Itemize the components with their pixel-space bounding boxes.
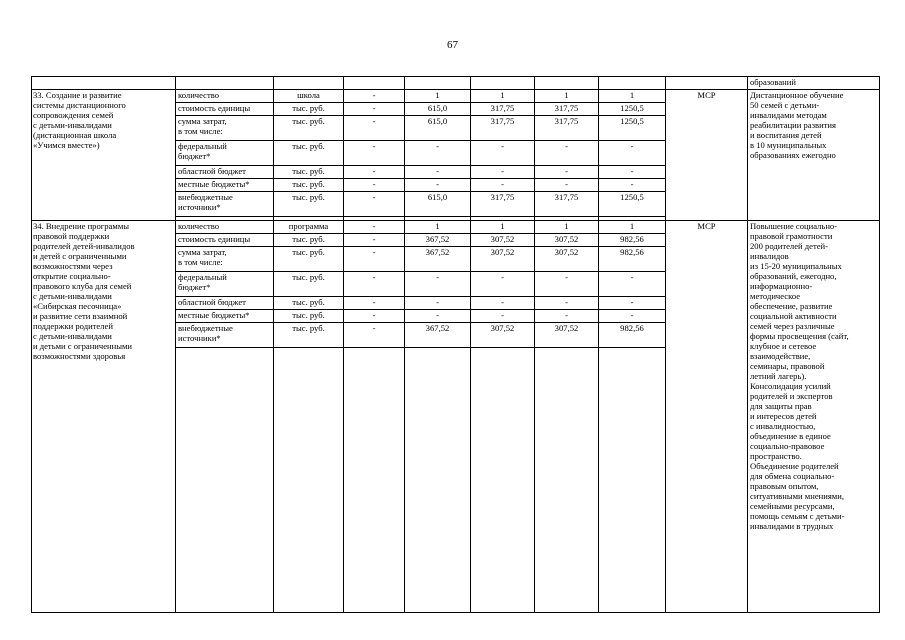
value-cell: - xyxy=(344,192,405,217)
indicator-cell: местные бюджеты* xyxy=(176,179,274,192)
empty-cell xyxy=(535,348,599,613)
carry-cell xyxy=(471,77,535,90)
value-cell: 1 xyxy=(535,221,599,234)
carry-cell xyxy=(535,77,599,90)
value-cell: 1 xyxy=(599,221,666,234)
value-cell: - xyxy=(344,323,405,348)
value-cell: 317,75 xyxy=(471,103,535,116)
value-cell: - xyxy=(471,272,535,297)
value-cell: - xyxy=(599,297,666,310)
value-cell: 1 xyxy=(471,90,535,103)
value-cell: - xyxy=(535,141,599,166)
table-row xyxy=(32,221,880,234)
value-cell: 1 xyxy=(471,221,535,234)
value-cell: - xyxy=(344,141,405,166)
value-cell: - xyxy=(405,166,471,179)
unit-cell: тыс. руб. xyxy=(274,116,344,141)
value-cell: - xyxy=(599,141,666,166)
value-cell: 615,0 xyxy=(405,103,471,116)
value-cell: - xyxy=(535,297,599,310)
indicator-cell: сумма затрат, в том числе: xyxy=(176,247,274,272)
indicator-cell: стоимость единицы xyxy=(176,234,274,247)
value-cell: 307,52 xyxy=(535,247,599,272)
value-cell: 317,75 xyxy=(535,116,599,141)
indicator-cell: сумма затрат, в том числе: xyxy=(176,116,274,141)
value-cell: 307,52 xyxy=(535,323,599,348)
value-cell: - xyxy=(599,166,666,179)
value-cell: 317,75 xyxy=(471,116,535,141)
value-cell: 615,0 xyxy=(405,192,471,217)
value-cell: - xyxy=(405,272,471,297)
unit-cell: программа xyxy=(274,221,344,234)
value-cell: - xyxy=(344,247,405,272)
value-cell: - xyxy=(535,272,599,297)
value-cell: 307,52 xyxy=(471,247,535,272)
unit-cell: тыс. руб. xyxy=(274,272,344,297)
expected-result: Дистанционное обучение 50 семей с детьми- инвалидами методам реабилитации развития и воспитания детей в 10 муниципальных образованиях ежегодно xyxy=(748,90,880,221)
value-cell: 307,52 xyxy=(471,323,535,348)
value-cell: - xyxy=(471,297,535,310)
value-cell: 367,52 xyxy=(405,247,471,272)
expected-result: Повышение социально- правовой грамотности 200 родителей детей- инвалидов из 15-20 муниципальных образований, ежегодно, информационно- методическое обеспечение, развитие социальной активности семей через различные формы просвещения (сайт, клубное и сетевое взаимодействие, семинары, правовой летний лагерь). Консолидация усилий родителей и экспертов для защиты прав и интересов детей с инвалидностью, объединение в единое социально-правовое пространство. Объединение родителей для обмена социально- правовым опытом, ситуативными мнениями, семейными ресурсами, помощь семьям с детьми- инвалидами в трудных xyxy=(748,221,880,613)
unit-cell: тыс. руб. xyxy=(274,192,344,217)
value-cell: - xyxy=(599,310,666,323)
carry-cell xyxy=(666,77,748,90)
indicator-cell: количество xyxy=(176,221,274,234)
indicator-cell: федеральный бюджет* xyxy=(176,141,274,166)
unit-cell: тыс. руб. xyxy=(274,297,344,310)
carry-result: образований xyxy=(748,77,880,90)
value-cell: - xyxy=(471,166,535,179)
table-row xyxy=(32,90,880,103)
value-cell: 317,75 xyxy=(535,192,599,217)
value-cell: - xyxy=(535,310,599,323)
unit-cell: тыс. руб. xyxy=(274,179,344,192)
indicator-cell: внебюджетные источники* xyxy=(176,323,274,348)
indicator-cell: местные бюджеты* xyxy=(176,310,274,323)
value-cell: 1 xyxy=(599,90,666,103)
value-cell: - xyxy=(344,272,405,297)
value-cell: - xyxy=(344,116,405,141)
empty-cell xyxy=(344,348,405,613)
carry-cell xyxy=(176,77,274,90)
value-cell: - xyxy=(344,234,405,247)
value-cell: - xyxy=(405,297,471,310)
unit-cell: тыс. руб. xyxy=(274,103,344,116)
value-cell: - xyxy=(405,310,471,323)
unit-cell: тыс. руб. xyxy=(274,310,344,323)
value-cell: 982,56 xyxy=(599,234,666,247)
value-cell: 367,52 xyxy=(405,323,471,348)
value-cell: - xyxy=(471,310,535,323)
unit-cell: школа xyxy=(274,90,344,103)
value-cell: 317,75 xyxy=(471,192,535,217)
value-cell: - xyxy=(344,179,405,192)
page-number: 67 xyxy=(447,39,458,51)
value-cell: - xyxy=(471,141,535,166)
value-cell: 367,52 xyxy=(405,234,471,247)
value-cell: - xyxy=(535,179,599,192)
value-cell: 307,52 xyxy=(471,234,535,247)
unit-cell: тыс. руб. xyxy=(274,323,344,348)
value-cell: 1 xyxy=(535,90,599,103)
value-cell: - xyxy=(599,272,666,297)
value-cell: - xyxy=(405,179,471,192)
unit-cell: тыс. руб. xyxy=(274,166,344,179)
value-cell: - xyxy=(599,179,666,192)
value-cell: 615,0 xyxy=(405,116,471,141)
indicator-cell: количество xyxy=(176,90,274,103)
value-cell: - xyxy=(405,141,471,166)
carry-over-row xyxy=(32,77,880,90)
value-cell: 1250,5 xyxy=(599,192,666,217)
empty-cell xyxy=(274,348,344,613)
indicator-cell: федеральный бюджет* xyxy=(176,272,274,297)
value-cell: 1 xyxy=(405,221,471,234)
carry-cell xyxy=(405,77,471,90)
empty-cell xyxy=(176,348,274,613)
executor-cell: МСР xyxy=(666,221,748,613)
indicator-cell: стоимость единицы xyxy=(176,103,274,116)
value-cell: - xyxy=(344,90,405,103)
unit-cell: тыс. руб. xyxy=(274,247,344,272)
section-title: 33. Создание и развитие системы дистанционного сопровождения семей с детьми-инвалидами (дистанционная школа «Учимся вместе») xyxy=(32,90,176,221)
value-cell: 982,56 xyxy=(599,247,666,272)
value-cell: 1 xyxy=(405,90,471,103)
empty-cell xyxy=(599,348,666,613)
value-cell: 982,56 xyxy=(599,323,666,348)
value-cell: - xyxy=(535,166,599,179)
carry-cell xyxy=(344,77,405,90)
carry-cell xyxy=(274,77,344,90)
value-cell: 307,52 xyxy=(535,234,599,247)
program-table xyxy=(31,76,880,613)
executor-cell: МСР xyxy=(666,90,748,221)
table-body xyxy=(32,77,880,613)
empty-cell xyxy=(405,348,471,613)
carry-cell xyxy=(599,77,666,90)
value-cell: 1250,5 xyxy=(599,116,666,141)
indicator-cell: внебюджетные источники* xyxy=(176,192,274,217)
empty-cell xyxy=(471,348,535,613)
value-cell: - xyxy=(344,166,405,179)
value-cell: 317,75 xyxy=(535,103,599,116)
carry-cell xyxy=(32,77,176,90)
value-cell: - xyxy=(344,310,405,323)
value-cell: - xyxy=(344,297,405,310)
value-cell: - xyxy=(344,103,405,116)
unit-cell: тыс. руб. xyxy=(274,141,344,166)
value-cell: 1250,5 xyxy=(599,103,666,116)
indicator-cell: областной бюджет xyxy=(176,297,274,310)
indicator-cell: областной бюджет xyxy=(176,166,274,179)
value-cell: - xyxy=(471,179,535,192)
value-cell: - xyxy=(344,221,405,234)
unit-cell: тыс. руб. xyxy=(274,234,344,247)
section-title: 34. Внедрение программы правовой поддержки родителей детей-инвалидов и детей с ограниченными возможностями через открытие социально- правового клуба для семей с детьми-инвалидами «Сибирская песочница» и развитие сети взаимной поддержки родителей с детьми-инвалидами и детьми с ограниченными возможностями здоровья xyxy=(32,221,176,613)
